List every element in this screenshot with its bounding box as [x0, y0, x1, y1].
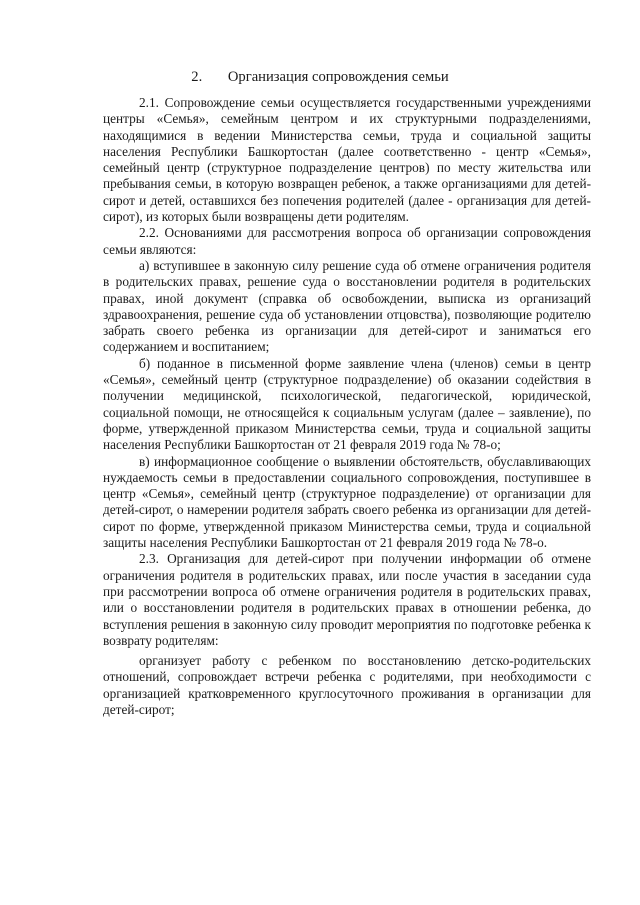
section-title: Организация сопровождения семьи	[227, 69, 449, 85]
paragraph-2-2-v: в) информационное сообщение о выявлении обстоятельств, обуславливающих нуждаемость семьи в предоставлении социального сопровождения, поступившее в центр «Семья», семейный центр (структурное подразделение) от организации для детей-сирот, о намерении родителя забрать своего ребенка из организации для детей-сирот по форме, утвержденной приказом Министерства семьи, труда и социальной защиты населения Республики Башкортостан от 21 февраля 2019 года № 78-о.	[103, 453, 591, 551]
paragraph-2-2-a: а) вступившее в законную силу решение суда об отмене ограничения родителя в родительских правах, решение суда о восстановлении родителя в родительских правах, иной документ (справка об освобождении, выписка из организаций здравоохранения, решение суда об установлении отцовства), позволяющие родителю забрать своего ребенка из организации для детей-сирот и заниматься его содержанием и воспитанием;	[103, 257, 591, 355]
paragraph-2-2-b: б) поданное в письменной форме заявление члена (членов) семьи в центр «Семья», семейный центр (структурное подразделение) об оказании содействия в получении медицинской, психологической, педагогической, юридической, социальной помощи, не относящейся к социальным услугам (далее – заявление), по форме, утвержденной приказом Министерства семьи, труда и социальной защиты населения Республики Башкортостан от 21 февраля 2019 года № 78-о;	[103, 355, 591, 453]
document-body	[103, 95, 591, 718]
paragraph-2-1: 2.1. Сопровождение семьи осуществляется государственными учреждениями центры «Семья», семейным центром и их структурными подразделениями, находящимися в ведении Министерства семьи, труда и социальной защиты населения Республики Башкортостан (далее соответственно - центр «Семья», семейный центр (структурное подразделение центров) по месту жительства или пребывания семьи, в которую возвращен ребенок, а также организациями для детей-сирот и детей, оставшихся без попечения родителей (далее - организация для детей-сирот), из которых были возвращены дети родителям.	[103, 95, 591, 225]
paragraph-2-3-item: организует работу с ребенком по восстановлению детско-родительских отношений, сопровождает встречи ребенка с родителями, при необходимости с организацией кратковременного круглосуточного проживания в организации для детей-сирот;	[103, 653, 591, 717]
section-heading	[0, 68, 640, 86]
paragraph-2-3: 2.3. Организация для детей-сирот при получении информации об отмене ограничения родителя в родительских правах, или после участия в заседании суда при рассмотрении вопроса об отмене ограничения родителя в родительских правах, или о восстановлении родителя в родительских правах в отношении ребенка, до вступления решения в законную силу проводит мероприятия по подготовке ребенка к возврату родителям:	[103, 551, 591, 648]
section-number: 2.	[191, 69, 203, 85]
paragraph-2-2: 2.2. Основаниями для рассмотрения вопроса об организации сопровождения семьи являются:	[103, 225, 591, 257]
